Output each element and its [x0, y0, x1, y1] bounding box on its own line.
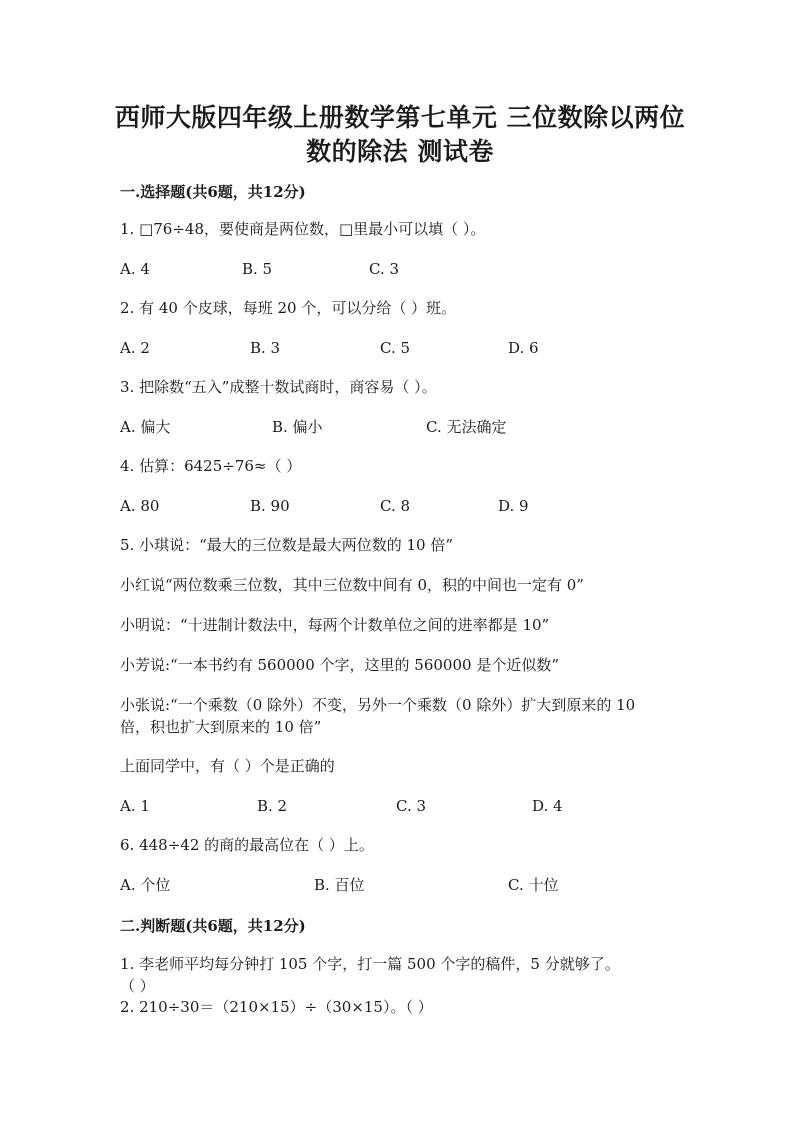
question-5-prompt: 上面同学中，有（ ）个是正确的 — [120, 757, 335, 775]
question-5-statement-5b: 倍，积也扩大到原来的 10 倍” — [120, 718, 322, 736]
question-5-statement-2: 小红说“两位数乘三位数，其中三位数中间有 0，积的中间也一定有 0” — [120, 576, 584, 594]
question-2-option-a: A. 2 — [120, 339, 150, 357]
question-5-option-d: D. 4 — [532, 797, 563, 815]
question-4-option-c: C. 8 — [380, 497, 411, 515]
question-1-text: 1. □76÷48，要使商是两位数，□里最小可以填（ ）。 — [120, 220, 486, 238]
question-3-text: 3. 把除数“五入”成整十数试商时，商容易（ ）。 — [120, 378, 437, 396]
question-2-option-c: C. 5 — [380, 339, 411, 357]
question-6-option-b: B. 百位 — [314, 876, 365, 894]
page-title-line1: 西师大版四年级上册数学第七单元 三位数除以两位 — [114, 103, 686, 132]
question-2-text: 2. 有 40 个皮球，每班 20 个，可以分给（ ）班。 — [120, 299, 457, 317]
question-1-option-a: A. 4 — [120, 260, 150, 278]
question-6-option-a: A. 个位 — [120, 876, 171, 894]
question-4-option-a: A. 80 — [120, 497, 160, 515]
question-3-option-c: C. 无法确定 — [426, 418, 507, 436]
section-heading-choice: 一.选择题(共6题，共12分) — [120, 183, 306, 201]
question-6-option-c: C. 十位 — [508, 876, 559, 894]
judgement-1-text: 1. 李老师平均每分钟打 105 个字，打一篇 500 个字的稿件，5 分就够了。 — [120, 955, 620, 973]
question-2-option-d: D. 6 — [508, 339, 539, 357]
page-title-line2: 数的除法 测试卷 — [306, 137, 494, 166]
question-1-option-c: C. 3 — [369, 260, 400, 278]
question-5-option-c: C. 3 — [396, 797, 427, 815]
question-5-statement-4: 小芳说:“一本书约有 560000 个字，这里的 560000 是个近似数” — [120, 656, 559, 674]
question-4-text: 4. 估算：6425÷76≈（ ） — [120, 457, 302, 475]
question-4-option-b: B. 90 — [250, 497, 290, 515]
section-heading-judgement: 二.判断题(共6题，共12分) — [120, 917, 306, 935]
question-5-text: 5. 小琪说：“最大的三位数是最大两位数的 10 倍” — [120, 536, 454, 554]
question-5-statement-3: 小明说：“十进制计数法中，每两个计数单位之间的进率都是 10” — [120, 616, 550, 634]
question-5-statement-5a: 小张说:“一个乘数（0 除外）不变，另外一个乘数（0 除外）扩大到原来的 10 — [120, 696, 636, 714]
question-3-option-a: A. 偏大 — [120, 418, 171, 436]
judgement-1-parenthesis: （ ） — [120, 977, 155, 995]
question-5-option-a: A. 1 — [120, 797, 150, 815]
question-1-option-b: B. 5 — [242, 260, 273, 278]
question-5-option-b: B. 2 — [257, 797, 288, 815]
question-3-option-b: B. 偏小 — [272, 418, 323, 436]
question-4-option-d: D. 9 — [498, 497, 529, 515]
question-6-text: 6. 448÷42 的商的最高位在（ ）上。 — [120, 836, 374, 854]
judgement-2-text: 2. 210÷30＝（210×15）÷（30×15）。（ ） — [120, 998, 433, 1016]
question-2-option-b: B. 3 — [250, 339, 281, 357]
